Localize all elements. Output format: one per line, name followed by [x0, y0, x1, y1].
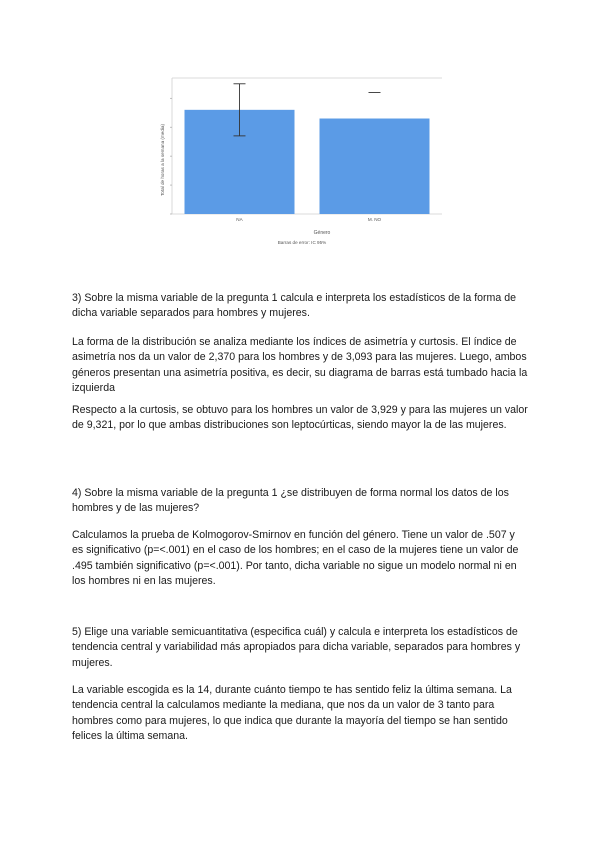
- x-axis-label: Género: [313, 230, 331, 236]
- answer-5: La variable escogida es la 14, durante cuánto tiempo te has sentido feliz la última semana. La tendencia central la calculamos mediante la mediana, que nos da un valor de 3 tanto para hombres como para mujeres, lo que indica que durante la mayoría del tiempo se han sentido felices la última semana.: [72, 684, 512, 742]
- x-tick-label-0: NA: [236, 217, 243, 222]
- question-3: 3) Sobre la misma variable de la pregunta 1 calcula e interpreta los estadísticos de la forma de dicha variable separados para hombres y mujeres.: [72, 292, 516, 320]
- answer-3-asymmetry: La forma de la distribución se analiza mediante los índices de asimetría y curtosis. El índice de asimetría nos da un valor de 2,370 para los hombres y de 3,093 para las mujeres. Luego, ambos géneros presentan una asimetría positiva, es decir, su diagrama de barras está tumbado hacia la izquierda: [72, 336, 528, 394]
- x-tick-label-1: M. NO: [367, 217, 382, 222]
- answer-3-kurtosis: Respecto a la curtosis, se obtuvo para los hombres un valor de 3,929 y para las mujeres un valor de 9,321, por lo que ambas distribuciones son leptocúrticas, siendo mayor la de las mujeres.: [72, 404, 528, 432]
- bar-1: [320, 119, 430, 214]
- chart-footnote: Barras de error: IC 95%: [277, 240, 327, 245]
- y-axis-label: Total de horas a la semana (media): [160, 123, 165, 197]
- chart-svg: [150, 70, 450, 250]
- question-5: 5) Elige una variable semicuantitativa (especifica cuál) y calcula e interpreta los estadísticos de tendencia central y variabilidad más apropiados para dicha variable, separados para hombres y mujeres.: [72, 626, 521, 669]
- question-4: 4) Sobre la misma variable de la pregunta 1 ¿se distribuyen de forma normal los datos de los hombres y de las mujeres?: [72, 487, 509, 515]
- answer-4: Calculamos la prueba de Kolmogorov-Smirnov en función del género. Tiene un valor de .507 y es significativo (p=<.001) en el caso de los hombres; en el caso de la mujeres tiene un valor de .495 también significativo (p=<.001). Por tanto, dicha variable no sigue un modelo normal ni en los hombres ni en las mujeres.: [72, 529, 519, 587]
- bar-chart: [150, 70, 450, 250]
